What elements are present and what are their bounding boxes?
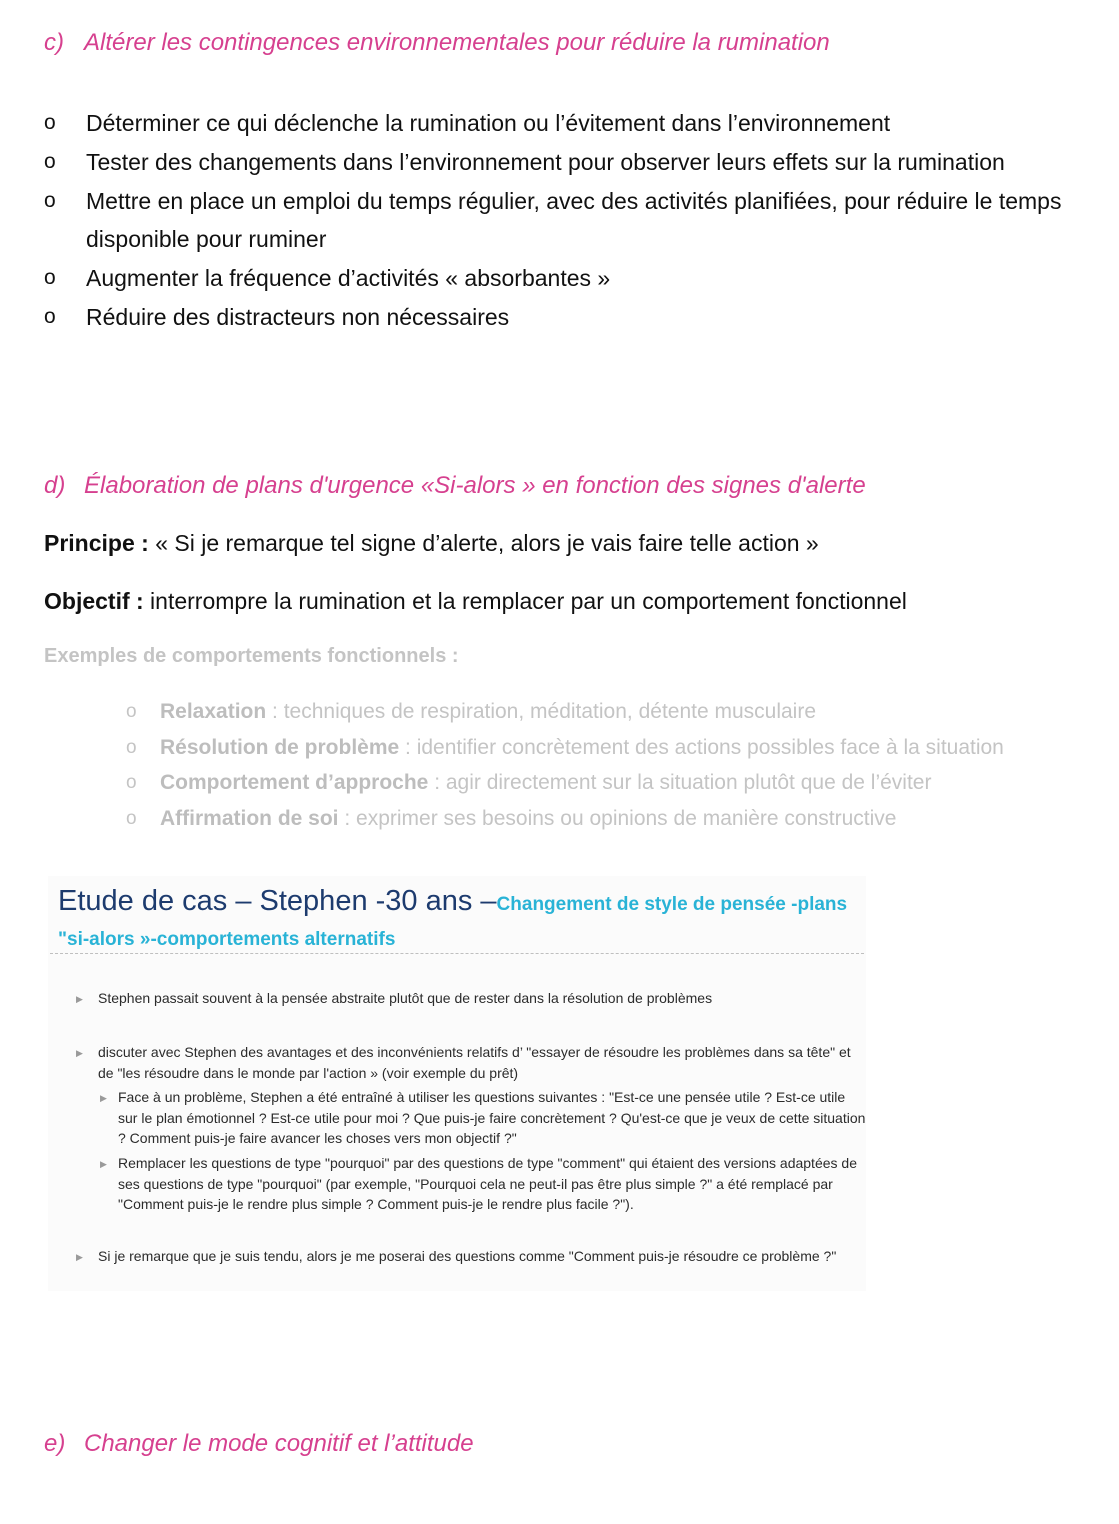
- section-c-title: Altérer les contingences environnementales pour réduire la rumination: [84, 29, 830, 56]
- case-sub-bullet: ▶ Face à un problème, Stephen a été entraîné à utiliser les questions suivantes : "Est-ce une pensée utile ? Est-ce utile sur le plan émotionnel ? Est-ce utile pour moi ? Que puis-je faire concrètement ? Qu'est-ce que je veux de cette situation ? Comment puis-je faire avancer les choses vers mon objectif ?": [100, 1087, 866, 1149]
- objectif-label: Objectif :: [44, 588, 144, 614]
- objectif-paragraph: [44, 588, 907, 615]
- list-item: o Mettre en place un emploi du temps régulier, avec des activités planifiées, pour réduire le temps disponible pour ruminer: [44, 182, 1094, 260]
- section-e-letter: e): [44, 1430, 66, 1457]
- case-study-title-sub: Changement de style de pensée -plans "si-alors »-comportements alternatifs: [58, 894, 848, 950]
- triangle-bullet-icon: ▶: [100, 1093, 107, 1103]
- list-item: o Affirmation de soi : exprimer ses besoins ou opinions de manière constructive: [126, 801, 1004, 837]
- list-item: o Comportement d’approche : agir directement sur la situation plutôt que de l’éviter: [126, 765, 1004, 801]
- section-d-heading: [44, 472, 866, 500]
- principe-paragraph: [44, 530, 819, 557]
- examples-list: [126, 694, 1004, 836]
- circle-bullet-icon: o: [44, 188, 56, 212]
- case-study-title-main: Etude de cas – Stephen -30 ans –: [58, 885, 497, 917]
- circle-bullet-icon: o: [44, 304, 56, 328]
- principe-text: « Si je remarque tel signe d’alerte, alors je vais faire telle action »: [148, 530, 819, 556]
- triangle-bullet-icon: ▶: [100, 1159, 107, 1169]
- objectif-text: interrompre la rumination et la remplacer par un comportement fonctionnel: [143, 588, 907, 614]
- list-item: o Tester des changements dans l’environnement pour observer leurs effets sur la rumination: [44, 143, 1094, 182]
- circle-bullet-icon: o: [44, 266, 56, 290]
- circle-bullet-icon: o: [126, 736, 137, 758]
- triangle-bullet-icon: ▶: [76, 994, 83, 1004]
- triangle-bullet-icon: ▶: [76, 1252, 83, 1262]
- case-bullet: ▶ discuter avec Stephen des avantages et des inconvénients relatifs d’ "essayer de résoudre les problèmes dans sa tête" et de "les résoudre dans le monde par l'action » (voir exemple du prêt): [76, 1042, 866, 1083]
- dashed-divider: [50, 953, 864, 954]
- list-item: o Réduire des distracteurs non nécessaires: [44, 298, 1094, 337]
- case-study-slide: [48, 876, 866, 1291]
- circle-bullet-icon: o: [126, 772, 137, 794]
- list-item: o Relaxation : techniques de respiration, méditation, détente musculaire: [126, 694, 1004, 730]
- section-e-title: Changer le mode cognitif et l’attitude: [84, 1430, 474, 1457]
- section-d-title: Élaboration de plans d'urgence «Si-alors » en fonction des signes d'alerte: [84, 472, 866, 499]
- circle-bullet-icon: o: [44, 149, 56, 173]
- circle-bullet-icon: o: [44, 111, 56, 134]
- principe-label: Principe :: [44, 530, 149, 556]
- section-c-list: [44, 104, 1094, 337]
- list-item: o Augmenter la fréquence d’activités « absorbantes »: [44, 259, 1094, 298]
- case-study-title: [58, 884, 858, 958]
- list-item: o Résolution de problème : identifier concrètement des actions possibles face à la situation: [126, 730, 1004, 766]
- section-e-heading: [44, 1430, 474, 1458]
- case-bullet: ▶ Si je remarque que je suis tendu, alors je me poserai des questions comme "Comment puis-je résoudre ce problème ?": [76, 1246, 866, 1268]
- case-sub-bullet: ▶ Remplacer les questions de type "pourquoi" par des questions de type "comment" qui étaient des versions adaptées de ses questions de type "pourquoi" (par exemple, "Pourquoi cela ne peut-il pas être plus simple ?" a été remplacé par "Comment puis-je le rendre plus simple ? Comment puis-je le rendre plus facile ?").: [100, 1153, 866, 1215]
- section-c-letter: c): [44, 29, 64, 56]
- section-d-letter: d): [44, 472, 66, 499]
- section-c-heading: [44, 29, 830, 57]
- examples-title: Exemples de comportements fonctionnels :: [44, 645, 459, 667]
- case-bullet: ▶ Stephen passait souvent à la pensée abstraite plutôt que de rester dans la résolution de problèmes: [76, 988, 866, 1010]
- circle-bullet-icon: o: [126, 701, 137, 722]
- circle-bullet-icon: o: [126, 807, 137, 829]
- list-item: o Déterminer ce qui déclenche la rumination ou l’évitement dans l’environnement: [44, 104, 1094, 143]
- triangle-bullet-icon: ▶: [76, 1048, 83, 1058]
